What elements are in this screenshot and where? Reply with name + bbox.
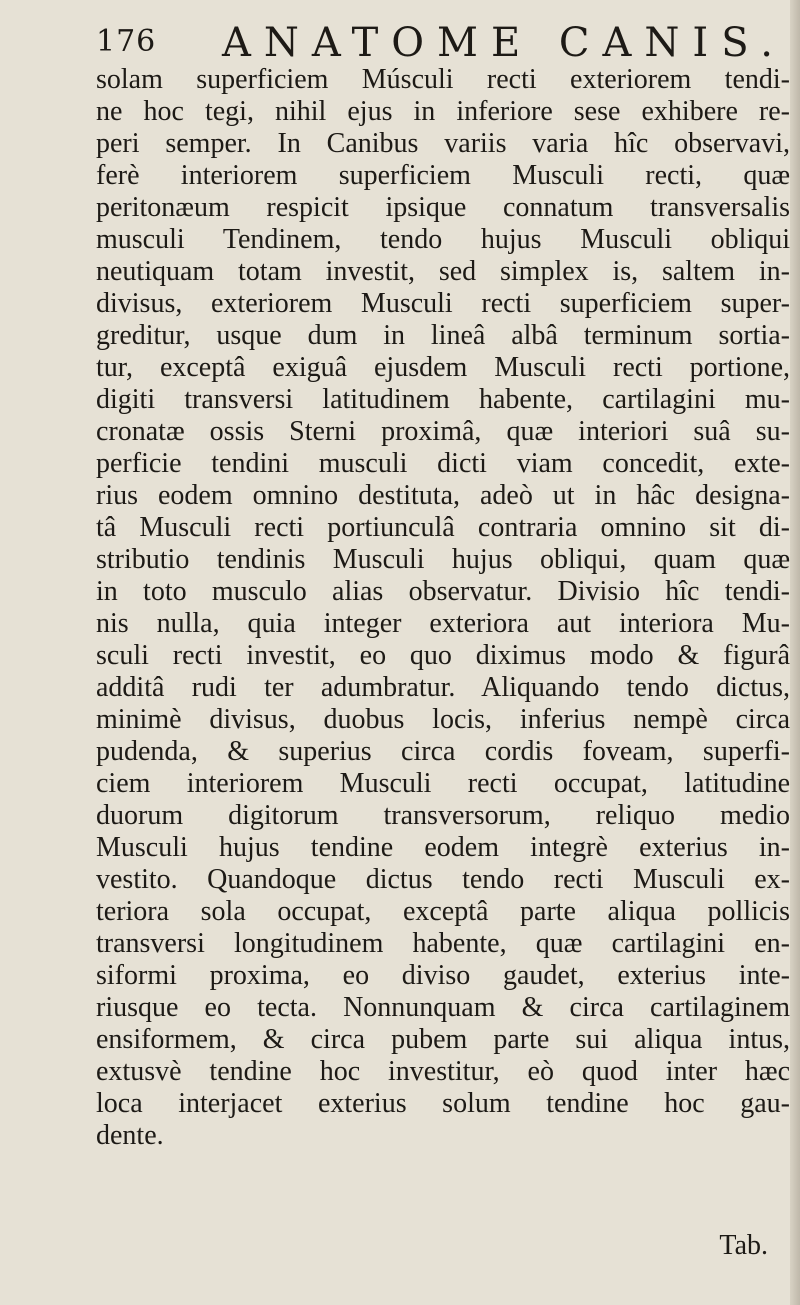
page-number: 176: [96, 24, 157, 59]
text-line: siformi proxima, eo diviso gaudet, exterius inte-: [96, 960, 790, 991]
text-line: ferè interiorem superficiem Musculi recti, quæ: [96, 160, 790, 191]
text-line: nis nulla, quia integer exteriora aut interiora Mu-: [96, 608, 790, 639]
text-line: duorum digitorum transversorum, reliquo medio: [96, 800, 790, 831]
text-line: sculi recti investit, eo quo diximus modo & figurâ: [96, 640, 790, 671]
text-line: teriora sola occupat, exceptâ parte aliqua pollicis: [96, 896, 790, 927]
page-header: [96, 10, 786, 70]
text-line: ciem interiorem Musculi recti occupat, latitudine: [96, 768, 790, 799]
text-line: solam superficiem Músculi recti exteriorem tendi-: [96, 64, 790, 95]
text-line: peri semper. In Canibus variis varia hîc observavi,: [96, 128, 790, 159]
text-line: digiti transversi latitudinem habente, cartilagini mu-: [96, 384, 790, 415]
text-line: tur, exceptâ exiguâ ejusdem Musculi recti portione,: [96, 352, 790, 383]
text-line: extusvè tendine hoc investitur, eò quod inter hæc: [96, 1056, 790, 1087]
text-line: additâ rudi ter adumbratur. Aliquando tendo dictus,: [96, 672, 790, 703]
text-line: rius eodem omnino destituta, adeò ut in hâc designa-: [96, 480, 790, 511]
text-line: neutiquam totam investit, sed simplex is, saltem in-: [96, 256, 790, 287]
body-text: [96, 64, 790, 1152]
text-line: dente.: [96, 1120, 164, 1151]
text-line: greditur, usque dum in lineâ albâ terminum sortia-: [96, 320, 790, 351]
text-line: ne hoc tegi, nihil ejus in inferiore sese exhibere re-: [96, 96, 790, 127]
text-line: Musculi hujus tendine eodem integrè exterius in-: [96, 832, 790, 863]
text-line: tâ Musculi recti portiunculâ contraria omnino sit di-: [96, 512, 790, 543]
text-line: loca interjacet exterius solum tendine hoc gau-: [96, 1088, 790, 1119]
text-line: in toto musculo alias observatur. Divisio hîc tendi-: [96, 576, 790, 607]
text-line: divisus, exteriorem Musculi recti superficiem super-: [96, 288, 790, 319]
page-edge: [790, 0, 800, 1305]
text-line: riusque eo tecta. Nonnunquam & circa cartilaginem: [96, 992, 790, 1023]
text-line: stributio tendinis Musculi hujus obliqui, quam quæ: [96, 544, 790, 575]
text-line: perficie tendini musculi dicti viam concedit, exte-: [96, 448, 790, 479]
text-line: minimè divisus, duobus locis, inferius nempè circa: [96, 704, 790, 735]
text-line: cronatæ ossis Sterni proximâ, quæ interiori suâ su-: [96, 416, 790, 447]
text-line: ensiformem, & circa pubem parte sui aliqua intus,: [96, 1024, 790, 1055]
catchword: Tab.: [719, 1230, 768, 1261]
text-line: musculi Tendinem, tendo hujus Musculi obliqui: [96, 224, 790, 255]
text-line: pudenda, & superius circa cordis foveam, superfi-: [96, 736, 790, 767]
running-head: ANATOME CANIS.: [222, 20, 786, 66]
text-line: vestito. Quandoque dictus tendo recti Musculi ex-: [96, 864, 790, 895]
text-line: transversi longitudinem habente, quæ cartilagini en-: [96, 928, 790, 959]
text-line: peritonæum respicit ipsique connatum transversalis: [96, 192, 790, 223]
